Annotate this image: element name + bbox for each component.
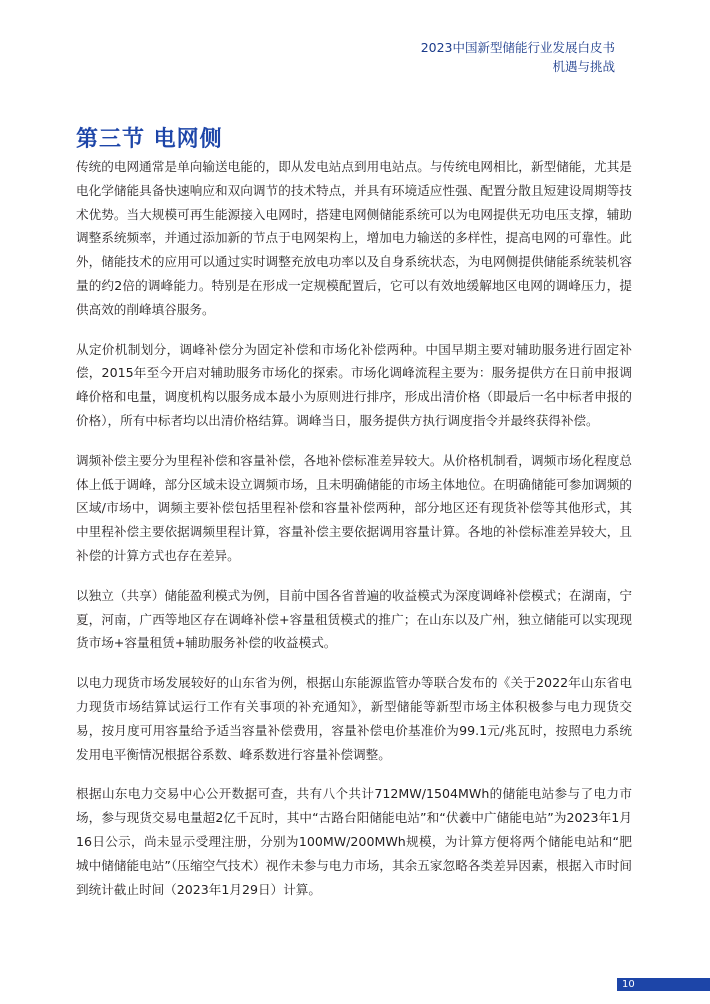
paragraph-peak-shaving-compensation: 从定价机制划分，调峰补偿分为固定补偿和市场化补偿两种。中国早期主要对辅助服务进行固定补偿，2015年至今开启对辅助服务市场化的探索。市场化调峰流程主要为：服务提供方在日前申报调峰价格和电量，调度机构以服务成本最小为原则进行排序，形成出清价格（即最后一名中标者申报的价格），所有中标者均以出清价格结算。调峰当日，服务提供方执行调度指令并最终获得补偿。	[76, 341, 632, 428]
header-report-title: 2023中国新型储能行业发展白皮书	[420, 40, 615, 55]
paragraph-grid-traditional: 传统的电网通常是单向输送电能的，即从发电站点到用电站点。与传统电网相比，新型储能，尤其是电化学储能具备快速响应和双向调节的技术特点，并具有环境适应性强、配置分散且短建设周期等技术优势。当大规模可再生能源接入电网时，搭建电网侧储能系统可以为电网提供无功电压支撑，辅助调整系统频率，并通过添加新的节点于电网架构上，增加电力输送的多样性，提高电网的可靠性。此外，储能技术的应用可以通过实时调整充放电功率以及自身系统状态，为电网侧提供储能系统装机容量的约2倍的调峰能力。特别是在形成一定规模配置后，它可以有效地缓解地区电网的调峰压力，提供高效的削峰填谷服务。	[76, 159, 632, 317]
body-text	[76, 155, 632, 917]
page-number: 10	[617, 978, 710, 991]
paragraph-frequency-compensation: 调频补偿主要分为里程补偿和容量补偿，各地补偿标准差异较大。从价格机制看，调频市场化程度总体上低于调峰，部分区域未设立调频市场，且未明确储能的市场主体地位。在明确储能可参加调频的区域/市场中，调频主要补偿包括里程补偿和容量补偿两种，部分地区还有现货补偿等其他形式，其中里程补偿主要依据调频里程计算，容量补偿主要依据调用容量计算。各地的补偿标准差异较大，且补偿的计算方式也存在差异。	[76, 452, 632, 563]
running-header	[421, 38, 615, 76]
paragraph-shandong-spot-market: 以电力现货市场发展较好的山东省为例，根据山东能源监管办等联合发布的《关于2022年山东省电力现货市场结算试运行工作有关事项的补充通知》，新型储能等新型市场主体积极参与电力现货交易，按月度可用容量给予适当容量补偿费用，容量补偿电价基准价为99.1元/兆瓦时，按照电力系统发用电平衡情况根据谷系数、峰系数进行容量补偿调整。	[76, 675, 632, 762]
section-title: 第三节 电网侧	[76, 127, 223, 152]
paragraph-shared-storage-model: 以独立（共享）储能盈利模式为例，目前中国各省普遍的收益模式为深度调峰补偿模式；在湖南，宁夏，河南，广西等地区存在调峰补偿+容量租赁模式的推广；在山东以及广州，独立储能可以实现现货市场+容量租赁+辅助服务补偿的收益模式。	[76, 587, 632, 651]
header-report-subtitle: 机遇与挑战	[552, 59, 615, 74]
paragraph-shandong-data: 根据山东电力交易中心公开数据可查，共有八个共计712MW/1504MWh的储能电站参与了电力市场，参与现货交易电量超2亿千瓦时，其中“古路台阳储能电站”和“伏羲中广储能电站”为2023年1月16日公示，尚未显示受理注册，分别为100MW/200MWh规模，为计算方便将两个储能电站和“肥城中储储能电站”（压缩空气技术）视作未参与电力市场，其余五家忽略各类差异因素，根据入市时间到统计截止时间（2023年1月29日）计算。	[76, 786, 632, 897]
